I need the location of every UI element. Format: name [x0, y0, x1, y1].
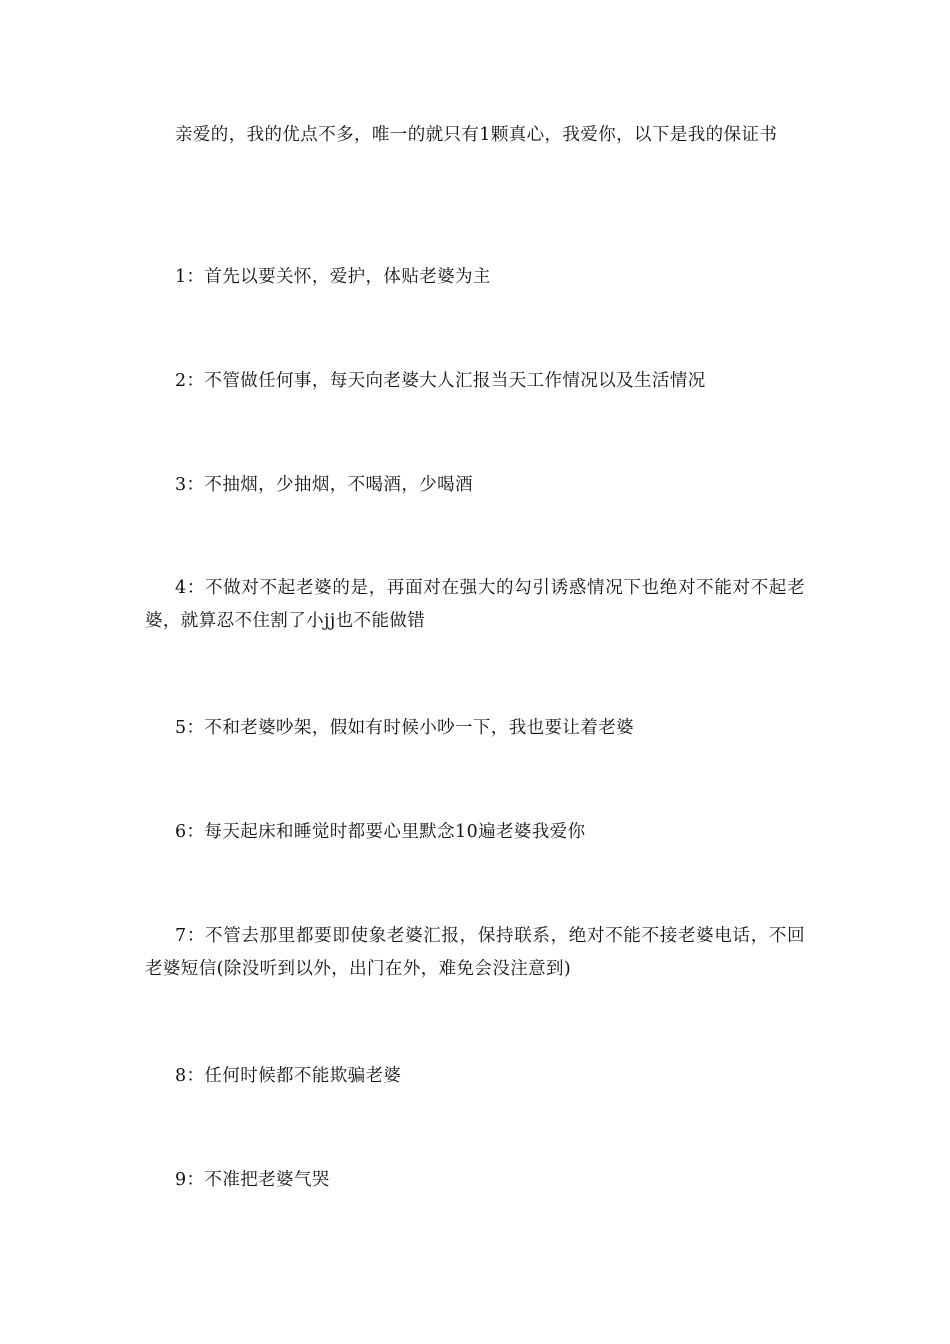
intro-paragraph: 亲爱的，我的优点不多，唯一的就只有1颗真心，我爱你，以下是我的保证书 [175, 125, 778, 145]
pledge-item-4: 4：不做对不起老婆的是，再面对在强大的勾引诱惑情况下也绝对不能对不起老婆，就算忍不住割了小jj也不能做错 [145, 578, 805, 631]
pledge-item-8: 8：任何时候都不能欺骗老婆 [175, 1066, 402, 1086]
pledge-item-9: 9：不准把老婆气哭 [175, 1170, 330, 1190]
pledge-item-1: 1：首先以要关怀，爱护，体贴老婆为主 [175, 267, 491, 287]
pledge-item-6: 6：每天起床和睡觉时都要心里默念10遍老婆我爱你 [175, 822, 586, 842]
pledge-item-7: 7：不管去那里都要即使象老婆汇报，保持联系，绝对不能不接老婆电话，不回老婆短信(除没听到以外，出门在外，难免会没注意到) [145, 926, 805, 979]
pledge-item-2: 2：不管做任何事，每天向老婆大人汇报当天工作情况以及生活情况 [175, 371, 706, 391]
pledge-item-5: 5：不和老婆吵架，假如有时候小吵一下，我也要让着老婆 [175, 718, 635, 738]
pledge-item-3: 3：不抽烟，少抽烟，不喝酒，少喝酒 [175, 475, 473, 495]
